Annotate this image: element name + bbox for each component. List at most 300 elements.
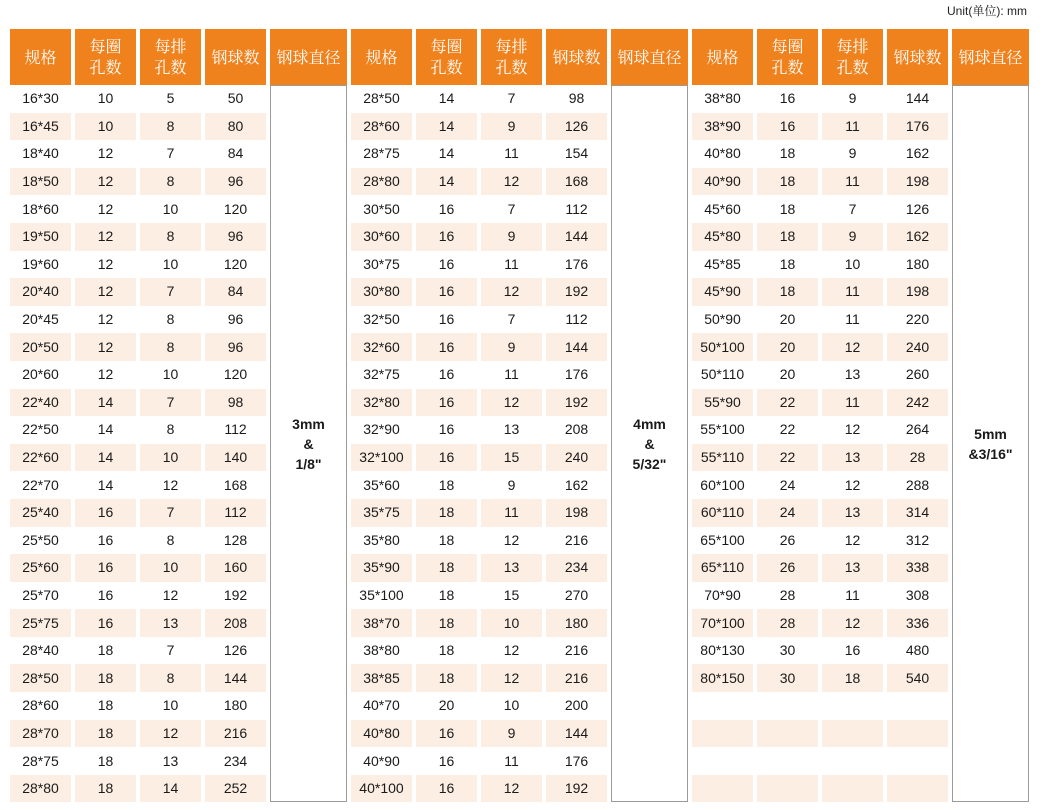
header-ball-count: 钢球数 bbox=[887, 29, 948, 85]
cell-holes-per-circle: 18 bbox=[97, 697, 114, 714]
cell-holes-per-row: 12 bbox=[481, 278, 542, 306]
cell-spec bbox=[692, 692, 753, 720]
cell-spec: 22*50 bbox=[22, 421, 59, 438]
cell-spec: 38*80 bbox=[704, 90, 741, 107]
cell-ball-count: 260 bbox=[905, 366, 930, 383]
cell-holes-per-row: 10 bbox=[844, 255, 861, 272]
cell-ball-count: 168 bbox=[546, 168, 607, 196]
cell-holes-per-circle: 18 bbox=[757, 168, 818, 196]
cell-holes-per-row: 10 bbox=[162, 366, 179, 383]
cell-holes-per-row: 12 bbox=[503, 531, 520, 548]
cell-holes-per-circle: 16 bbox=[438, 366, 455, 383]
cell-holes-per-row: 9 bbox=[481, 720, 542, 748]
cell-spec: 30*80 bbox=[351, 278, 412, 306]
header-ball-diameter: 钢球直径 bbox=[611, 29, 688, 85]
cell-spec: 20*40 bbox=[10, 278, 71, 306]
cell-spec: 35*90 bbox=[351, 554, 412, 582]
header-holes-per-row: 每排 孔数 bbox=[822, 29, 883, 85]
cell-ball-count bbox=[887, 692, 948, 720]
cell-ball-count: 144 bbox=[546, 333, 607, 361]
cell-holes-per-row: 12 bbox=[844, 531, 861, 548]
cell-holes-per-circle: 20 bbox=[438, 697, 455, 714]
ball-diameter-text: 4mm bbox=[633, 415, 666, 432]
cell-holes-per-circle: 18 bbox=[438, 476, 455, 493]
cell-holes-per-circle: 16 bbox=[97, 531, 114, 548]
cell-holes-per-circle: 16 bbox=[416, 278, 477, 306]
cell-spec: 20*45 bbox=[22, 311, 59, 328]
cell-holes-per-row: 13 bbox=[162, 752, 179, 769]
cell-spec: 45*60 bbox=[704, 200, 741, 217]
cell-spec: 60*110 bbox=[692, 499, 753, 527]
cell-spec: 30*60 bbox=[351, 223, 412, 251]
cell-ball-count: 252 bbox=[205, 775, 266, 803]
cell-spec: 38*90 bbox=[692, 113, 753, 141]
cell-spec: 40*80 bbox=[351, 720, 412, 748]
cell-spec: 45*90 bbox=[692, 278, 753, 306]
table-row bbox=[10, 251, 1029, 279]
table-row bbox=[10, 582, 1029, 610]
cell-holes-per-circle: 16 bbox=[75, 554, 136, 582]
cell-spec: 28*80 bbox=[10, 775, 71, 803]
table-row bbox=[10, 637, 1029, 665]
table-row bbox=[10, 747, 1029, 775]
cell-ball-count: 126 bbox=[223, 642, 248, 659]
cell-holes-per-row: 12 bbox=[822, 333, 883, 361]
cell-ball-count: 264 bbox=[905, 421, 930, 438]
cell-holes-per-row: 11 bbox=[845, 311, 860, 328]
cell-holes-per-circle: 16 bbox=[416, 444, 477, 472]
cell-holes-per-row bbox=[822, 775, 883, 803]
cell-ball-count: 126 bbox=[546, 113, 607, 141]
cell-ball-count: 338 bbox=[887, 554, 948, 582]
cell-ball-count: 80 bbox=[205, 113, 266, 141]
cell-holes-per-circle: 14 bbox=[416, 113, 477, 141]
cell-holes-per-row: 15 bbox=[503, 586, 520, 603]
cell-spec: 25*40 bbox=[10, 499, 71, 527]
cell-holes-per-circle: 16 bbox=[438, 311, 455, 328]
cell-ball-count: 336 bbox=[887, 609, 948, 637]
cell-holes-per-circle: 16 bbox=[438, 255, 455, 272]
table-row bbox=[10, 471, 1029, 499]
cell-ball-count: 98 bbox=[568, 90, 585, 107]
cell-holes-per-circle: 18 bbox=[75, 775, 136, 803]
cell-ball-count: 288 bbox=[905, 476, 930, 493]
cell-holes-per-circle: 18 bbox=[97, 752, 114, 769]
cell-ball-count: 176 bbox=[564, 366, 589, 383]
cell-holes-per-row: 13 bbox=[481, 554, 542, 582]
cell-holes-per-row: 11 bbox=[822, 389, 883, 417]
cell-spec: 19*50 bbox=[10, 223, 71, 251]
cell-spec bbox=[692, 720, 753, 748]
cell-holes-per-circle: 16 bbox=[416, 720, 477, 748]
cell-holes-per-circle: 16 bbox=[416, 389, 477, 417]
cell-holes-per-row: 12 bbox=[503, 642, 520, 659]
cell-holes-per-circle: 18 bbox=[779, 255, 796, 272]
cell-holes-per-circle: 16 bbox=[757, 113, 818, 141]
cell-holes-per-row: 8 bbox=[166, 421, 175, 438]
cell-holes-per-row: 11 bbox=[845, 586, 860, 603]
cell-ball-count: 198 bbox=[887, 168, 948, 196]
cell-spec: 32*60 bbox=[351, 333, 412, 361]
cell-ball-count: 120 bbox=[223, 366, 248, 383]
cell-ball-count: 208 bbox=[564, 421, 589, 438]
cell-holes-per-row: 10 bbox=[140, 444, 201, 472]
cell-holes-per-circle: 26 bbox=[757, 554, 818, 582]
cell-spec: 28*75 bbox=[363, 145, 400, 162]
cell-ball-count: 162 bbox=[887, 223, 948, 251]
cell-holes-per-row: 12 bbox=[481, 168, 542, 196]
cell-holes-per-circle: 16 bbox=[97, 586, 114, 603]
cell-spec: 20*60 bbox=[22, 366, 59, 383]
cell-spec: 50*110 bbox=[700, 366, 745, 383]
cell-holes-per-row: 9 bbox=[481, 333, 542, 361]
cell-holes-per-row: 12 bbox=[481, 775, 542, 803]
cell-spec bbox=[692, 747, 753, 775]
cell-ball-count: 240 bbox=[887, 333, 948, 361]
cell-holes-per-circle: 26 bbox=[779, 531, 796, 548]
cell-holes-per-circle: 30 bbox=[757, 664, 818, 692]
cell-spec: 28*60 bbox=[22, 697, 59, 714]
cell-spec: 45*80 bbox=[692, 223, 753, 251]
cell-holes-per-row: 11 bbox=[504, 752, 519, 769]
ball-diameter-text: &3/16" bbox=[968, 445, 1013, 462]
cell-holes-per-row: 11 bbox=[504, 366, 519, 383]
cell-ball-count: 216 bbox=[564, 531, 589, 548]
cell-spec: 50*100 bbox=[692, 333, 753, 361]
table-row bbox=[10, 195, 1029, 223]
cell-spec: 18*40 bbox=[22, 145, 59, 162]
cell-holes-per-row: 9 bbox=[848, 90, 857, 107]
cell-spec: 22*70 bbox=[22, 476, 59, 493]
table-row bbox=[10, 278, 1029, 306]
cell-holes-per-circle: 16 bbox=[75, 499, 136, 527]
table-row bbox=[10, 333, 1029, 361]
cell-holes-per-row: 10 bbox=[503, 697, 520, 714]
cell-holes-per-circle: 14 bbox=[75, 389, 136, 417]
cell-holes-per-row: 13 bbox=[140, 609, 201, 637]
cell-spec: 22*40 bbox=[10, 389, 71, 417]
cell-spec: 38*80 bbox=[363, 642, 400, 659]
cell-spec: 25*75 bbox=[10, 609, 71, 637]
cell-spec: 55*100 bbox=[700, 421, 745, 438]
cell-holes-per-circle: 12 bbox=[75, 223, 136, 251]
cell-spec: 45*85 bbox=[704, 255, 741, 272]
header-ball-diameter: 钢球直径 bbox=[270, 29, 347, 85]
cell-holes-per-row: 12 bbox=[481, 664, 542, 692]
table-row bbox=[10, 306, 1029, 334]
cell-spec: 28*75 bbox=[22, 752, 59, 769]
cell-spec: 65*110 bbox=[692, 554, 753, 582]
table-row bbox=[10, 609, 1029, 637]
cell-holes-per-circle: 18 bbox=[75, 720, 136, 748]
table-body bbox=[10, 85, 1029, 802]
table-row bbox=[10, 554, 1029, 582]
cell-holes-per-circle: 12 bbox=[97, 255, 114, 272]
cell-spec: 40*90 bbox=[692, 168, 753, 196]
cell-ball-count: 144 bbox=[546, 223, 607, 251]
cell-ball-count: 144 bbox=[546, 720, 607, 748]
cell-holes-per-circle: 14 bbox=[75, 444, 136, 472]
cell-holes-per-circle: 10 bbox=[75, 113, 136, 141]
cell-holes-per-circle: 18 bbox=[416, 664, 477, 692]
cell-holes-per-row: 10 bbox=[162, 200, 179, 217]
ball-diameter-text: 5/32" bbox=[632, 455, 667, 472]
table-row bbox=[10, 775, 1029, 803]
cell-spec: 40*80 bbox=[704, 145, 741, 162]
table-row bbox=[10, 113, 1029, 141]
cell-holes-per-circle: 18 bbox=[416, 609, 477, 637]
header-row bbox=[10, 29, 1029, 85]
cell-ball-count bbox=[887, 720, 948, 748]
cell-holes-per-row: 8 bbox=[140, 223, 201, 251]
ball-diameter-cell bbox=[270, 85, 347, 802]
cell-spec: 28*50 bbox=[10, 664, 71, 692]
cell-ball-count: 84 bbox=[227, 145, 244, 162]
cell-spec: 60*100 bbox=[700, 476, 745, 493]
cell-ball-count: 96 bbox=[205, 223, 266, 251]
cell-holes-per-row: 7 bbox=[166, 642, 175, 659]
cell-spec: 32*50 bbox=[363, 311, 400, 328]
cell-ball-count: 234 bbox=[223, 752, 248, 769]
cell-holes-per-circle: 16 bbox=[416, 775, 477, 803]
cell-holes-per-row: 12 bbox=[140, 720, 201, 748]
cell-spec: 35*100 bbox=[359, 586, 404, 603]
cell-holes-per-row: 12 bbox=[844, 421, 861, 438]
cell-spec: 20*50 bbox=[10, 333, 71, 361]
cell-ball-count: 96 bbox=[205, 168, 266, 196]
cell-ball-count: 50 bbox=[227, 90, 244, 107]
cell-holes-per-circle: 16 bbox=[438, 752, 455, 769]
cell-spec: 16*45 bbox=[10, 113, 71, 141]
cell-ball-count: 84 bbox=[205, 278, 266, 306]
ball-diameter-text: & bbox=[644, 435, 655, 452]
cell-holes-per-row: 16 bbox=[844, 642, 861, 659]
cell-ball-count: 192 bbox=[223, 586, 248, 603]
cell-holes-per-row: 15 bbox=[481, 444, 542, 472]
cell-holes-per-circle: 18 bbox=[779, 200, 796, 217]
cell-holes-per-row: 11 bbox=[822, 278, 883, 306]
cell-holes-per-circle: 18 bbox=[75, 664, 136, 692]
cell-holes-per-circle: 20 bbox=[779, 366, 796, 383]
cell-spec bbox=[692, 775, 753, 803]
cell-spec: 25*70 bbox=[22, 586, 59, 603]
cell-spec: 28*50 bbox=[363, 90, 400, 107]
cell-spec: 22*60 bbox=[10, 444, 71, 472]
cell-ball-count: 216 bbox=[546, 664, 607, 692]
cell-ball-count: 176 bbox=[564, 255, 589, 272]
cell-holes-per-circle: 18 bbox=[757, 278, 818, 306]
cell-ball-count: 140 bbox=[205, 444, 266, 472]
header-spec: 规格 bbox=[351, 29, 412, 85]
cell-holes-per-circle: 18 bbox=[438, 642, 455, 659]
cell-ball-count: 314 bbox=[887, 499, 948, 527]
cell-holes-per-row: 12 bbox=[162, 586, 179, 603]
cell-holes-per-circle bbox=[757, 720, 818, 748]
cell-spec: 28*60 bbox=[351, 113, 412, 141]
cell-holes-per-circle bbox=[757, 775, 818, 803]
cell-holes-per-row: 9 bbox=[481, 113, 542, 141]
cell-holes-per-circle: 28 bbox=[779, 586, 796, 603]
cell-holes-per-circle: 16 bbox=[416, 223, 477, 251]
cell-holes-per-circle bbox=[757, 692, 818, 720]
cell-ball-count: 180 bbox=[546, 609, 607, 637]
cell-spec: 32*100 bbox=[351, 444, 412, 472]
cell-ball-count: 154 bbox=[564, 145, 589, 162]
cell-spec: 25*50 bbox=[22, 531, 59, 548]
cell-holes-per-circle: 12 bbox=[97, 366, 114, 383]
cell-ball-count: 128 bbox=[223, 531, 248, 548]
cell-holes-per-row: 9 bbox=[507, 476, 516, 493]
cell-ball-count: 126 bbox=[905, 200, 930, 217]
cell-holes-per-circle: 18 bbox=[779, 145, 796, 162]
cell-holes-per-row: 9 bbox=[848, 145, 857, 162]
cell-holes-per-row: 13 bbox=[822, 554, 883, 582]
table-row bbox=[10, 361, 1029, 389]
cell-spec: 40*100 bbox=[351, 775, 412, 803]
header-spec: 规格 bbox=[10, 29, 71, 85]
cell-holes-per-row: 8 bbox=[140, 113, 201, 141]
cell-spec: 55*110 bbox=[692, 444, 753, 472]
cell-ball-count: 198 bbox=[887, 278, 948, 306]
cell-ball-count: 480 bbox=[905, 642, 930, 659]
cell-ball-count: 540 bbox=[887, 664, 948, 692]
cell-holes-per-circle: 12 bbox=[75, 278, 136, 306]
cell-holes-per-circle: 18 bbox=[97, 642, 114, 659]
table-row bbox=[10, 85, 1029, 113]
cell-spec: 28*70 bbox=[10, 720, 71, 748]
cell-spec: 16*30 bbox=[22, 90, 59, 107]
header-holes-per-row: 每排 孔数 bbox=[140, 29, 201, 85]
cell-holes-per-circle: 12 bbox=[75, 333, 136, 361]
table-row bbox=[10, 140, 1029, 168]
cell-holes-per-circle: 12 bbox=[97, 311, 114, 328]
cell-spec: 28*40 bbox=[22, 642, 59, 659]
header-ball-count: 钢球数 bbox=[546, 29, 607, 85]
cell-spec: 30*50 bbox=[363, 200, 400, 217]
cell-holes-per-row: 10 bbox=[481, 609, 542, 637]
table-row bbox=[10, 168, 1029, 196]
cell-holes-per-row: 8 bbox=[140, 333, 201, 361]
cell-spec: 50*90 bbox=[704, 311, 741, 328]
cell-holes-per-circle: 14 bbox=[97, 421, 114, 438]
cell-spec: 80*130 bbox=[700, 642, 745, 659]
cell-holes-per-row: 11 bbox=[504, 145, 519, 162]
cell-holes-per-row: 12 bbox=[481, 389, 542, 417]
cell-ball-count: 176 bbox=[887, 113, 948, 141]
cell-holes-per-circle: 24 bbox=[779, 476, 796, 493]
header-holes-per-row: 每排 孔数 bbox=[481, 29, 542, 85]
cell-ball-count: 198 bbox=[546, 499, 607, 527]
cell-holes-per-circle: 12 bbox=[97, 200, 114, 217]
cell-ball-count: 96 bbox=[227, 311, 244, 328]
cell-ball-count bbox=[887, 775, 948, 803]
cell-holes-per-circle: 22 bbox=[757, 389, 818, 417]
cell-holes-per-row: 13 bbox=[503, 421, 520, 438]
table-row bbox=[10, 223, 1029, 251]
cell-holes-per-circle: 18 bbox=[438, 586, 455, 603]
cell-holes-per-circle: 14 bbox=[416, 168, 477, 196]
cell-ball-count: 144 bbox=[205, 664, 266, 692]
cell-holes-per-row bbox=[822, 720, 883, 748]
cell-holes-per-row: 7 bbox=[140, 278, 201, 306]
cell-holes-per-row: 10 bbox=[162, 255, 179, 272]
table-row bbox=[10, 527, 1029, 555]
cell-spec: 28*80 bbox=[351, 168, 412, 196]
header-ball-diameter: 钢球直径 bbox=[952, 29, 1029, 85]
cell-ball-count: 112 bbox=[565, 311, 588, 328]
ball-diameter-cell bbox=[611, 85, 688, 802]
cell-spec: 80*150 bbox=[692, 664, 753, 692]
cell-holes-per-circle: 16 bbox=[438, 200, 455, 217]
table-row bbox=[10, 720, 1029, 748]
cell-ball-count: 112 bbox=[205, 499, 266, 527]
cell-ball-count bbox=[887, 747, 948, 775]
cell-ball-count: 192 bbox=[546, 389, 607, 417]
header-holes-per-circle: 每圈 孔数 bbox=[75, 29, 136, 85]
cell-spec: 70*90 bbox=[704, 586, 741, 603]
cell-holes-per-row: 12 bbox=[162, 476, 179, 493]
cell-holes-per-row: 12 bbox=[822, 609, 883, 637]
cell-ball-count: 234 bbox=[546, 554, 607, 582]
cell-ball-count: 162 bbox=[564, 476, 589, 493]
cell-spec: 40*70 bbox=[363, 697, 400, 714]
spec-table bbox=[6, 29, 1033, 802]
cell-ball-count: 176 bbox=[564, 752, 589, 769]
cell-ball-count: 180 bbox=[223, 697, 248, 714]
cell-ball-count: 192 bbox=[546, 278, 607, 306]
cell-holes-per-circle: 24 bbox=[757, 499, 818, 527]
cell-spec: 32*75 bbox=[363, 366, 400, 383]
cell-holes-per-row: 7 bbox=[507, 90, 516, 107]
unit-label: Unit(单位): mm bbox=[947, 4, 1027, 18]
cell-spec: 35*80 bbox=[363, 531, 400, 548]
cell-ball-count: 270 bbox=[564, 586, 589, 603]
cell-spec: 70*100 bbox=[692, 609, 753, 637]
cell-holes-per-circle bbox=[757, 747, 818, 775]
cell-holes-per-row: 8 bbox=[166, 311, 175, 328]
cell-ball-count: 28 bbox=[887, 444, 948, 472]
cell-ball-count: 180 bbox=[905, 255, 930, 272]
cell-holes-per-row: 13 bbox=[822, 499, 883, 527]
cell-holes-per-circle: 30 bbox=[779, 642, 796, 659]
cell-spec: 35*60 bbox=[363, 476, 400, 493]
header-holes-per-circle: 每圈 孔数 bbox=[757, 29, 818, 85]
cell-holes-per-circle: 14 bbox=[438, 145, 455, 162]
cell-holes-per-circle: 28 bbox=[757, 609, 818, 637]
cell-ball-count: 112 bbox=[565, 200, 588, 217]
cell-holes-per-row: 7 bbox=[507, 200, 516, 217]
cell-holes-per-row bbox=[822, 747, 883, 775]
cell-holes-per-row: 7 bbox=[507, 311, 516, 328]
cell-holes-per-row: 11 bbox=[822, 168, 883, 196]
cell-holes-per-row: 8 bbox=[140, 664, 201, 692]
cell-holes-per-row: 7 bbox=[166, 145, 175, 162]
cell-ball-count: 208 bbox=[205, 609, 266, 637]
cell-holes-per-row: 7 bbox=[140, 389, 201, 417]
cell-ball-count: 312 bbox=[905, 531, 930, 548]
cell-holes-per-circle: 16 bbox=[75, 609, 136, 637]
cell-spec: 18*50 bbox=[10, 168, 71, 196]
cell-ball-count: 120 bbox=[223, 200, 248, 217]
cell-holes-per-circle: 12 bbox=[75, 168, 136, 196]
cell-spec: 35*75 bbox=[351, 499, 412, 527]
cell-holes-per-row: 8 bbox=[140, 168, 201, 196]
cell-spec: 38*70 bbox=[351, 609, 412, 637]
cell-holes-per-circle: 18 bbox=[438, 531, 455, 548]
cell-holes-per-circle: 18 bbox=[416, 499, 477, 527]
cell-ball-count: 144 bbox=[905, 90, 930, 107]
cell-holes-per-row: 11 bbox=[481, 499, 542, 527]
